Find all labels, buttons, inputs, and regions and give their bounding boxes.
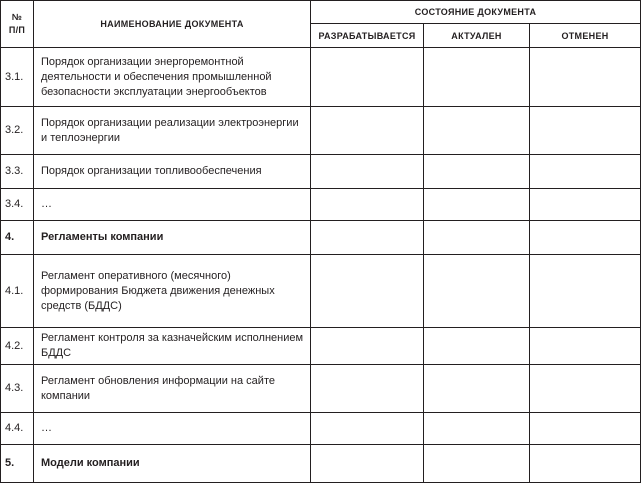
status-actual-cell	[424, 365, 530, 413]
status-developing-cell	[311, 107, 424, 155]
document-name: Регламент обновления информации на сайте компании	[34, 365, 311, 413]
status-cancelled-cell	[530, 413, 641, 445]
document-name: …	[34, 189, 311, 221]
table-row	[1, 48, 641, 107]
row-number: 3.1.	[1, 48, 34, 107]
status-developing-header: РАЗРАБАТЫВАЕТСЯ	[311, 24, 424, 48]
table-row	[1, 445, 641, 483]
status-actual-cell	[424, 445, 530, 483]
status-cancelled-cell	[530, 155, 641, 189]
status-actual-cell	[424, 328, 530, 365]
row-number: 4.	[1, 221, 34, 255]
name-column-header: НАИМЕНОВАНИЕ ДОКУМЕНТА	[34, 1, 311, 48]
number-header-line1: №	[11, 12, 23, 22]
document-name: Регламенты компании	[34, 221, 311, 255]
status-actual-header: АКТУАЛЕН	[424, 24, 530, 48]
document-name: Модели компании	[34, 445, 311, 483]
status-actual-cell	[424, 255, 530, 328]
status-cancelled-header: ОТМЕНЕН	[530, 24, 641, 48]
document-name: Регламент контроля за казначейским исполнением БДДС	[34, 328, 311, 365]
table-row	[1, 189, 641, 221]
document-name: Порядок организации топливообеспечения	[34, 155, 311, 189]
status-cancelled-cell	[530, 189, 641, 221]
table-row	[1, 328, 641, 365]
status-actual-cell	[424, 413, 530, 445]
row-number: 4.4.	[1, 413, 34, 445]
status-actual-cell	[424, 189, 530, 221]
status-cancelled-cell	[530, 107, 641, 155]
status-cancelled-cell	[530, 48, 641, 107]
row-number: 3.4.	[1, 189, 34, 221]
status-cancelled-cell	[530, 328, 641, 365]
status-developing-cell	[311, 413, 424, 445]
status-cancelled-cell	[530, 365, 641, 413]
row-number: 4.3.	[1, 365, 34, 413]
table-row	[1, 155, 641, 189]
status-developing-cell	[311, 445, 424, 483]
status-developing-cell	[311, 365, 424, 413]
status-cancelled-cell	[530, 445, 641, 483]
table-row	[1, 107, 641, 155]
status-actual-cell	[424, 48, 530, 107]
document-name: Порядок организации реализации электроэнергии и теплоэнергии	[34, 107, 311, 155]
number-header-line2: П/П	[8, 25, 26, 35]
number-column-header	[1, 1, 34, 48]
status-developing-cell	[311, 221, 424, 255]
row-number: 5.	[1, 445, 34, 483]
document-name: Порядок организации энергоремонтной деятельности и обеспечения промышленной безопасности эксплуатации энергообъектов	[34, 48, 311, 107]
status-developing-cell	[311, 189, 424, 221]
table-row	[1, 221, 641, 255]
status-actual-cell	[424, 155, 530, 189]
row-number: 3.3.	[1, 155, 34, 189]
status-developing-cell	[311, 328, 424, 365]
status-cancelled-cell	[530, 255, 641, 328]
document-name: …	[34, 413, 311, 445]
status-actual-cell	[424, 221, 530, 255]
table-row	[1, 255, 641, 328]
table-row	[1, 365, 641, 413]
row-number: 4.2.	[1, 328, 34, 365]
status-developing-cell	[311, 155, 424, 189]
status-developing-cell	[311, 255, 424, 328]
status-group-header: СОСТОЯНИЕ ДОКУМЕНТА	[311, 1, 641, 24]
row-number: 3.2.	[1, 107, 34, 155]
row-number: 4.1.	[1, 255, 34, 328]
status-developing-cell	[311, 48, 424, 107]
table-row	[1, 413, 641, 445]
document-name: Регламент оперативного (месячного) формирования Бюджета движения денежных средств (БДДС)	[34, 255, 311, 328]
status-actual-cell	[424, 107, 530, 155]
status-cancelled-cell	[530, 221, 641, 255]
